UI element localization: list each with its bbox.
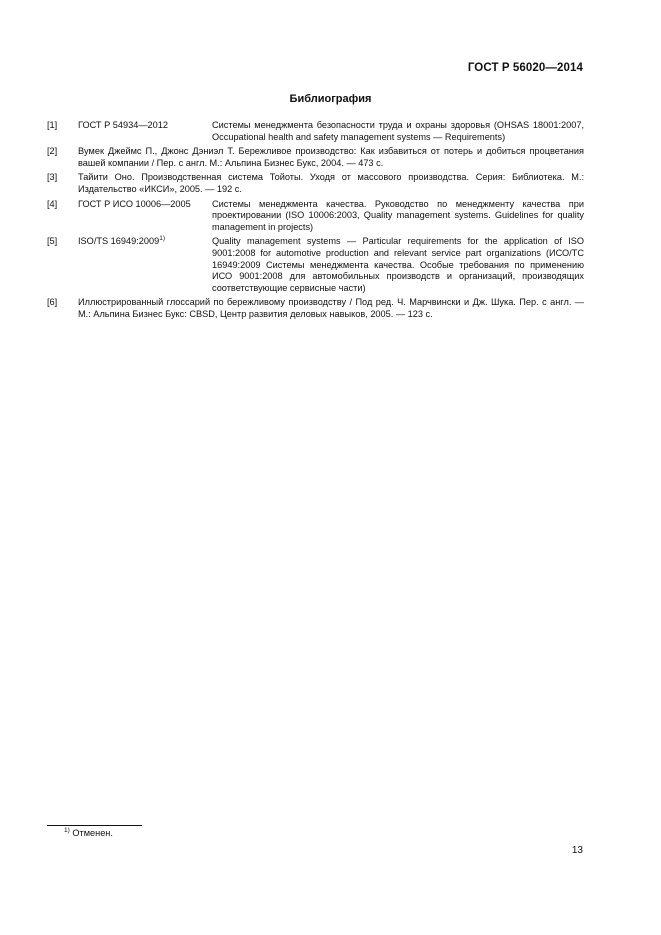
bibliography-title: Библиография [289,93,372,105]
footnote-divider [47,825,142,826]
entry-description: Тайити Оно. Производственная система Тойоты. Уходя от массового производства. Серия: Библиотека. М.: Издательство «ИКСИ», 2005. — 192 с. [78,172,584,194]
footnote [64,828,113,838]
entry-number: [2] [47,146,58,157]
entry-standard-code: ГОСТ Р 54934—2012 [78,120,168,130]
bibliography-entry-3 [47,172,584,195]
entry-description: Quality management systems — Particular requirements for the application of ISO 9001:2008 for automotive production and relevant service part organizations (ИСО/ТС 16949:2009 Системы менеджмента качества. Особые требования по применению ИСО 9001:2008 для автомобильных производств и организаций, производящих соответствующие сервисные части) [212,236,584,293]
bibliography-entry-5 [47,236,584,294]
bibliography-list [47,120,584,324]
document-code: ГОСТ Р 56020—2014 [467,62,583,74]
bibliography-entry-2 [47,146,584,169]
entry-description: Вумек Джеймс П., Джонс Дэниэл Т. Бережливое производство: Как избавиться от потерь и добиться процветания вашей компании / Пер. с англ. М.: Альпина Бизнес Букс, 2004. — 473 с. [78,146,584,168]
entry-code-text: ISO/TS 16949:2009 [78,236,160,247]
footnote-reference: 1) [159,235,165,243]
entry-description: Системы менеджмента качества. Руководство по менеджменту качества при проектировании (ISO 10006:2003, Quality management systems. Guidelines for quality management in projects) [212,198,584,232]
bibliography-entry-4 [47,199,584,234]
page-number: 13 [571,845,583,856]
bibliography-entry-1 [47,120,584,143]
footnote-marker: 1) [64,826,70,834]
entry-number: [3] [47,172,58,183]
entry-standard-code: ГОСТ Р ИСО 10006—2005 [78,198,191,209]
entry-description: Иллюстрированный глоссарий по бережливому производству / Под ред. Ч. Марчвински и Дж. Шука. Пер. с англ. — М.: Альпина Бизнес Букс: CBSD, Центр развития деловых навыков, 2005. — 123 с. [78,297,584,319]
entry-number: [6] [47,297,58,308]
entry-number: [1] [47,120,58,130]
entry-standard-code [78,236,212,294]
entry-description: Системы менеджмента безопасности труда и охраны здоровья (OHSAS 18001:2007, Occupational health and safety management systems — Requirements) [212,120,584,142]
bibliography-entry-6 [47,297,584,320]
entry-number: [4] [47,198,58,209]
footnote-text: Отменен. [72,828,113,838]
entry-number: [5] [47,236,58,247]
